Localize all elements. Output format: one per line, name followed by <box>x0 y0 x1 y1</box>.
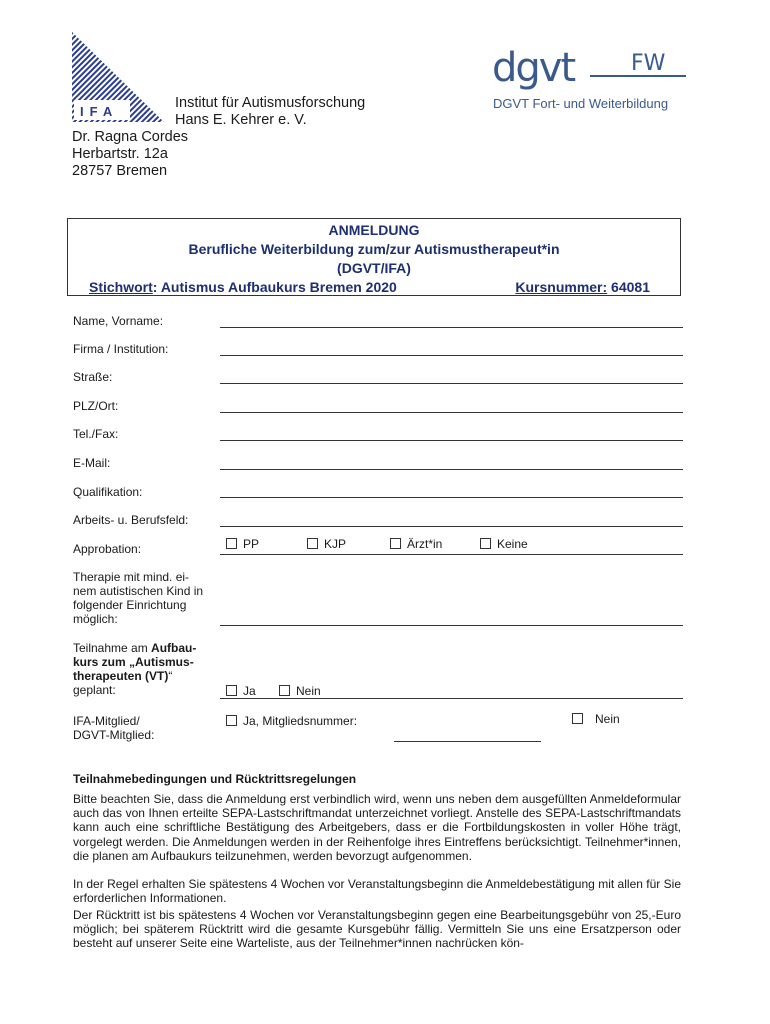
approbation-option-pp[interactable] <box>226 537 259 551</box>
membership-number-field[interactable] <box>394 741 541 742</box>
approbation-option-kjp[interactable] <box>307 537 346 551</box>
approbation-option-keine[interactable] <box>480 537 528 551</box>
therapy-field[interactable] <box>220 625 683 626</box>
option-label: PP <box>243 537 260 551</box>
participation-text: geplant: <box>73 683 116 697</box>
dgvt-logo-text: dgvt <box>492 48 575 91</box>
qualification-label: Qualifikation: <box>73 485 143 499</box>
approbation-line <box>220 554 683 555</box>
option-label: Nein <box>296 684 321 698</box>
participation-quote: “ <box>168 669 173 683</box>
checkbox[interactable] <box>480 538 491 549</box>
address-block <box>72 129 188 180</box>
email-field[interactable] <box>220 469 683 470</box>
checkbox[interactable] <box>307 538 318 549</box>
address-line: Dr. Ragna Cordes <box>72 129 189 145</box>
approbation-label: Approbation: <box>73 542 142 556</box>
title-line4 <box>68 278 680 297</box>
name-field[interactable] <box>220 327 683 328</box>
street-label: Straße: <box>73 370 113 384</box>
therapy-line: Therapie mit mind. ei- <box>73 570 190 584</box>
qualification-field[interactable] <box>220 497 683 498</box>
work-field-field[interactable] <box>220 526 683 527</box>
participation-label <box>73 641 196 697</box>
dgvt-logo-subtitle: DGVT Fort- und Weiterbildung <box>493 96 669 111</box>
checkbox[interactable] <box>572 713 583 724</box>
therapy-line: möglich: <box>73 612 118 626</box>
option-label: Ja <box>243 684 256 698</box>
keyword-label: Stichwort <box>89 279 153 295</box>
participation-no-option[interactable] <box>279 684 321 698</box>
participation-line <box>220 698 683 699</box>
option-label: Nein <box>595 712 620 726</box>
tel-label: Tel./Fax: <box>73 427 119 441</box>
course-value: 64081 <box>607 279 650 295</box>
keyword <box>89 278 397 297</box>
institute-name <box>175 95 365 129</box>
option-label: Keine <box>497 537 528 551</box>
membership-no-option[interactable] <box>572 712 620 726</box>
registration-title-box <box>67 218 681 296</box>
option-label: KJP <box>324 537 347 551</box>
dgvt-logo-fw: FW <box>631 51 666 76</box>
checkbox[interactable] <box>390 538 401 549</box>
title-line2: Berufliche Weiterbildung zum/zur Autismustherapeut*in <box>188 241 560 257</box>
plz-field[interactable] <box>220 412 683 413</box>
course-label: Kursnummer: <box>515 279 608 295</box>
name-label: Name, Vorname: <box>73 314 164 328</box>
firm-label: Firma / Institution: <box>73 342 169 356</box>
checkbox[interactable] <box>226 538 237 549</box>
therapy-label <box>73 570 203 626</box>
membership-yes-option[interactable] <box>226 714 357 728</box>
option-label: Ärzt*in <box>407 537 443 551</box>
institute-line2: Hans E. Kehrer e. V. <box>175 112 307 128</box>
therapy-line: folgender Einrichtung <box>73 598 187 612</box>
address-line: Herbartstr. 12a <box>72 146 168 162</box>
option-label: Ja, Mitgliedsnummer: <box>243 714 358 728</box>
address-line: 28757 Bremen <box>72 163 168 179</box>
therapy-line: nem autistischen Kind in <box>73 584 204 598</box>
participation-bold: therapeuten (VT) <box>73 669 169 683</box>
checkbox[interactable] <box>279 685 290 696</box>
ifa-logo <box>72 32 164 122</box>
conditions-paragraph-2: In der Regel erhalten Sie spätestens 4 Wochen vor Veranstaltungsbeginn die Anmeldebestätigung mit allen für Sie erforderlichen Informationen. <box>73 877 681 906</box>
firm-field[interactable] <box>220 355 683 356</box>
conditions-paragraph-3: Der Rücktritt ist bis spätestens 4 Wochen vor Veranstaltungsbeginn gegen eine Bearbeitungsgebühr von 25,-Euro möglich; bei späterem Rücktritt wird die gesamte Kursgebühr fällig. Vermitteln Sie uns eine Ersatzperson oder besteht auf unserer Seite eine Warteliste, aus der Teilnehmer*innen nachrücken kön- <box>73 908 681 951</box>
conditions-heading: Teilnahmebedingungen und Rücktrittsregelungen <box>73 772 357 786</box>
title-line3: (DGVT/IFA) <box>337 260 411 276</box>
course-number <box>515 278 650 297</box>
dgvt-logo <box>490 48 686 112</box>
work-field-label: Arbeits- u. Berufsfeld: <box>73 513 189 527</box>
title-line1: ANMELDUNG <box>328 222 420 238</box>
checkbox[interactable] <box>226 685 237 696</box>
street-field[interactable] <box>220 383 683 384</box>
participation-bold: kurs zum „Autismus- <box>73 655 194 669</box>
participation-bold: Aufbau- <box>151 641 197 655</box>
membership-line: IFA-Mitglied/ <box>73 714 140 728</box>
conditions-paragraph-1: Bitte beachten Sie, dass die Anmeldung erst verbindlich wird, wenn uns neben dem ausgefüllten Anmeldeformular auch das von Ihnen erteilte SEPA-Lastschriftmandat unterzeichnet vorliegt. Anstelle des SEPA-Lastschriftmandats kann auch eine schriftliche Bestätigung des Arbeitgebers, dass er die Fortbildungskosten in voller Höhe trägt, vorgelegt werden. Die Anmeldungen werden in der Reihenfolge ihres Eintreffens berücksichtigt. Teilnehmer*innen, die planen am Aufbaukurs teilzunehmen, werden bevorzugt aufgenommen. <box>73 792 681 863</box>
membership-line: DGVT-Mitglied: <box>73 728 155 742</box>
checkbox[interactable] <box>226 715 237 726</box>
plz-label: PLZ/Ort: <box>73 399 119 413</box>
tel-field[interactable] <box>220 440 683 441</box>
membership-label <box>73 714 154 742</box>
keyword-value: : Autismus Aufbaukurs Bremen 2020 <box>152 279 397 295</box>
participation-yes-option[interactable] <box>226 684 256 698</box>
ifa-logo-text: IFA <box>80 104 119 119</box>
email-label: E-Mail: <box>73 456 111 470</box>
approbation-option-arzt[interactable] <box>390 537 442 551</box>
participation-text: Teilnahme am <box>73 641 152 655</box>
institute-line1: Institut für Autismusforschung <box>175 95 366 111</box>
